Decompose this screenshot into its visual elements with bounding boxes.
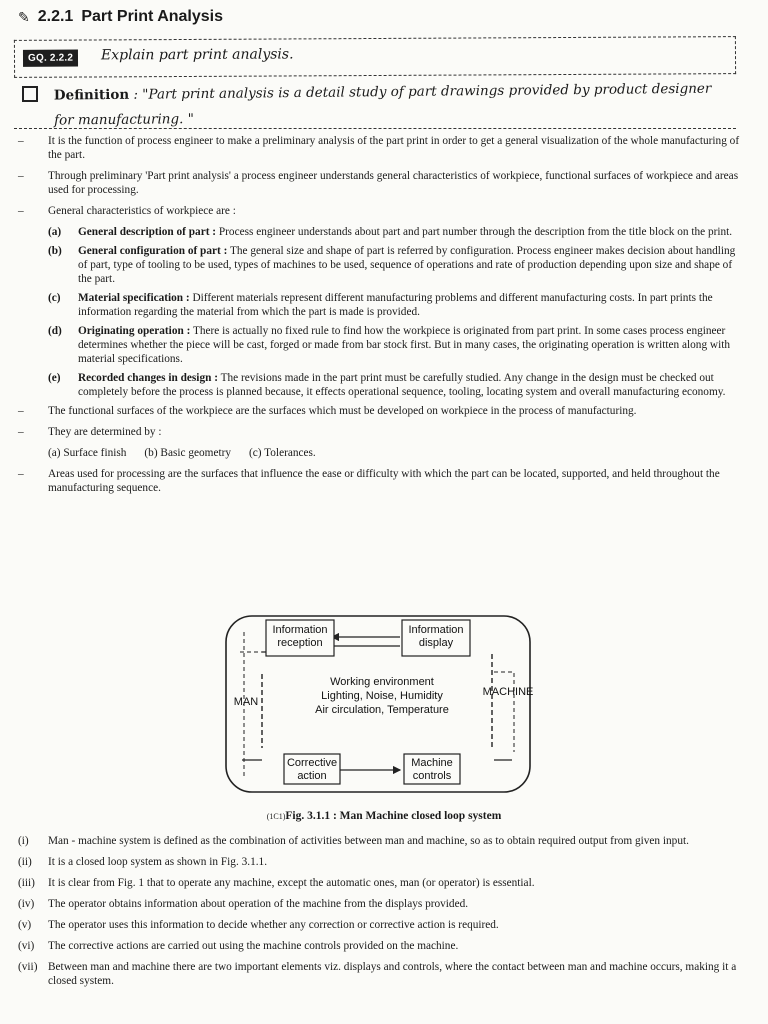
list-item bbox=[18, 960, 750, 988]
item-text: There is actually no fixed rule to find how the workpiece is originated from part print. In some cases process engineer determines whether the piece will be cast, forged or made from bar stock first. But in many cases, the originating operation is written along with material specifications. bbox=[78, 325, 731, 365]
info-display-label: Information display bbox=[408, 624, 464, 649]
bullet-item bbox=[18, 467, 746, 495]
machine-label: MACHINE bbox=[482, 686, 534, 698]
checkbox-icon bbox=[22, 86, 38, 102]
item-text: Different materials represent different manufacturing problems and different manufacturing costs. In part prints the information regarding the material from which the part is made is provided. bbox=[78, 292, 713, 318]
caption-tag: (1C1) bbox=[266, 812, 286, 821]
bullet-item bbox=[18, 134, 746, 162]
item-label: (c) bbox=[48, 292, 61, 304]
item-heading: Material specification : bbox=[78, 292, 190, 304]
item-text: The operator uses this information to decide whether any correction or corrective action is required. bbox=[48, 919, 499, 931]
item-text: Between man and machine there are two important elements viz. displays and controls, where the contact between man and machine occurs, making it a closed system. bbox=[48, 961, 737, 987]
info-reception-label: Information reception bbox=[272, 624, 328, 649]
environment-label-2: Lighting, Noise, Humidity bbox=[321, 690, 443, 702]
definition-body: : "Part print analysis is a detail study of part drawings provided by product designer for manufacturing. " bbox=[54, 80, 712, 129]
item-number: (iv) bbox=[18, 898, 35, 910]
item-number: (vi) bbox=[18, 940, 35, 952]
dash-icon: – bbox=[18, 170, 24, 182]
definition-label: Definition bbox=[53, 86, 130, 104]
characteristic-item bbox=[18, 291, 746, 319]
corrective-label: Corrective action bbox=[286, 757, 338, 782]
main-content bbox=[18, 134, 746, 502]
environment-label-3: Air circulation, Temperature bbox=[315, 704, 449, 716]
item-number: (v) bbox=[18, 919, 32, 931]
bullet-item bbox=[18, 404, 746, 418]
list-item bbox=[18, 855, 750, 869]
pen-icon: ✎ bbox=[18, 8, 30, 25]
dash-icon: – bbox=[18, 135, 24, 147]
item-text: The revisions made in the part print must be carefully studied. Any change in the design must be checked out completely before the process is planned because, it effects operational sequence, tooling, locating system and overall manufacturing economy. bbox=[78, 372, 726, 398]
list-item bbox=[18, 897, 750, 911]
man-label: MAN bbox=[233, 696, 259, 708]
determined-item: (b) Basic geometry bbox=[144, 447, 232, 459]
determined-item: (a) Surface finish bbox=[48, 447, 127, 459]
item-text: It is a closed loop system as shown in Fig. 3.1.1. bbox=[48, 856, 268, 868]
bullet-text: It is the function of process engineer to make a preliminary analysis of the part print in order to get a general visualization of the whole manufacturing of the part. bbox=[48, 135, 740, 161]
item-label: (a) bbox=[48, 226, 62, 238]
question-box bbox=[14, 36, 736, 78]
man-machine-diagram bbox=[222, 612, 542, 800]
list-item bbox=[18, 876, 750, 890]
item-number: (ii) bbox=[18, 856, 32, 868]
bullet-text: General characteristics of workpiece are : bbox=[48, 205, 236, 217]
item-text: The corrective actions are carried out using the machine controls provided on the machine. bbox=[48, 940, 459, 952]
bullet-item bbox=[18, 169, 746, 197]
section-number: 2.2.1 bbox=[37, 8, 74, 25]
item-text: The operator obtains information about operation of the machine from the displays provided. bbox=[48, 898, 469, 910]
determined-list bbox=[18, 446, 746, 460]
characteristic-item bbox=[18, 324, 746, 366]
dash-icon: – bbox=[18, 426, 24, 438]
bullet-text: Through preliminary 'Part print analysis' a process engineer understands general characteristics of workpiece, functional surfaces of workpiece and areas used for processing. bbox=[48, 170, 739, 196]
characteristic-item bbox=[18, 225, 746, 239]
list-item bbox=[18, 939, 750, 953]
bullet-item bbox=[18, 204, 746, 218]
dash-icon: – bbox=[18, 205, 24, 217]
list-item bbox=[18, 918, 750, 932]
item-text: The general size and shape of part is referred by configuration. Process engineer makes decision about handling of part, type of tooling to be used, types of machines to be used, sequence of operations and rate of production depending upon size and shape of the part. bbox=[78, 245, 736, 285]
controls-label: Machine controls bbox=[411, 757, 453, 782]
item-heading: General configuration of part : bbox=[78, 245, 228, 257]
question-badge: GQ. 2.2.2 bbox=[23, 50, 78, 67]
definition-text bbox=[54, 76, 734, 133]
bullet-text: The functional surfaces of the workpiece are the surfaces which must be developed on workpiece in the process of manufacturing. bbox=[48, 405, 637, 417]
item-number: (vii) bbox=[18, 961, 38, 973]
item-number: (iii) bbox=[18, 877, 35, 889]
figure-caption bbox=[0, 810, 768, 822]
item-text: Process engineer understands about part and part number through the description from the title block on the print. bbox=[216, 226, 733, 238]
item-heading: Recorded changes in design : bbox=[78, 372, 218, 384]
item-heading: General description of part : bbox=[78, 226, 217, 238]
list-item bbox=[18, 834, 750, 848]
caption-text: Fig. 3.1.1 : Man Machine closed loop system bbox=[285, 810, 502, 822]
item-label: (b) bbox=[48, 245, 62, 257]
item-text: It is clear from Fig. 1 that to operate any machine, except the automatic ones, man (or operator) is essential. bbox=[48, 877, 535, 889]
question-text: Explain part print analysis. bbox=[100, 46, 294, 64]
definition-box bbox=[14, 78, 736, 129]
item-text: Man - machine system is defined as the combination of activities between man and machine, so as to obtain required output from given input. bbox=[48, 835, 689, 847]
bullet-text: They are determined by : bbox=[48, 426, 162, 438]
bullet-text: Areas used for processing are the surfaces that influence the ease or difficulty with which the part can be located, supported, and held throughout the manufacturing sequence. bbox=[48, 468, 720, 494]
numbered-list bbox=[18, 834, 750, 995]
environment-label-1: Working environment bbox=[330, 676, 434, 688]
item-number: (i) bbox=[18, 835, 29, 847]
item-heading: Originating operation : bbox=[78, 325, 191, 337]
characteristic-item bbox=[18, 371, 746, 399]
dash-icon: – bbox=[18, 468, 24, 480]
characteristic-item bbox=[18, 244, 746, 286]
section-heading bbox=[18, 8, 223, 26]
determined-item: (c) Tolerances. bbox=[249, 447, 316, 459]
dash-icon: – bbox=[18, 405, 24, 417]
item-label: (d) bbox=[48, 325, 62, 337]
section-title: Part Print Analysis bbox=[81, 8, 224, 25]
item-label: (e) bbox=[48, 372, 61, 384]
bullet-item bbox=[18, 425, 746, 439]
